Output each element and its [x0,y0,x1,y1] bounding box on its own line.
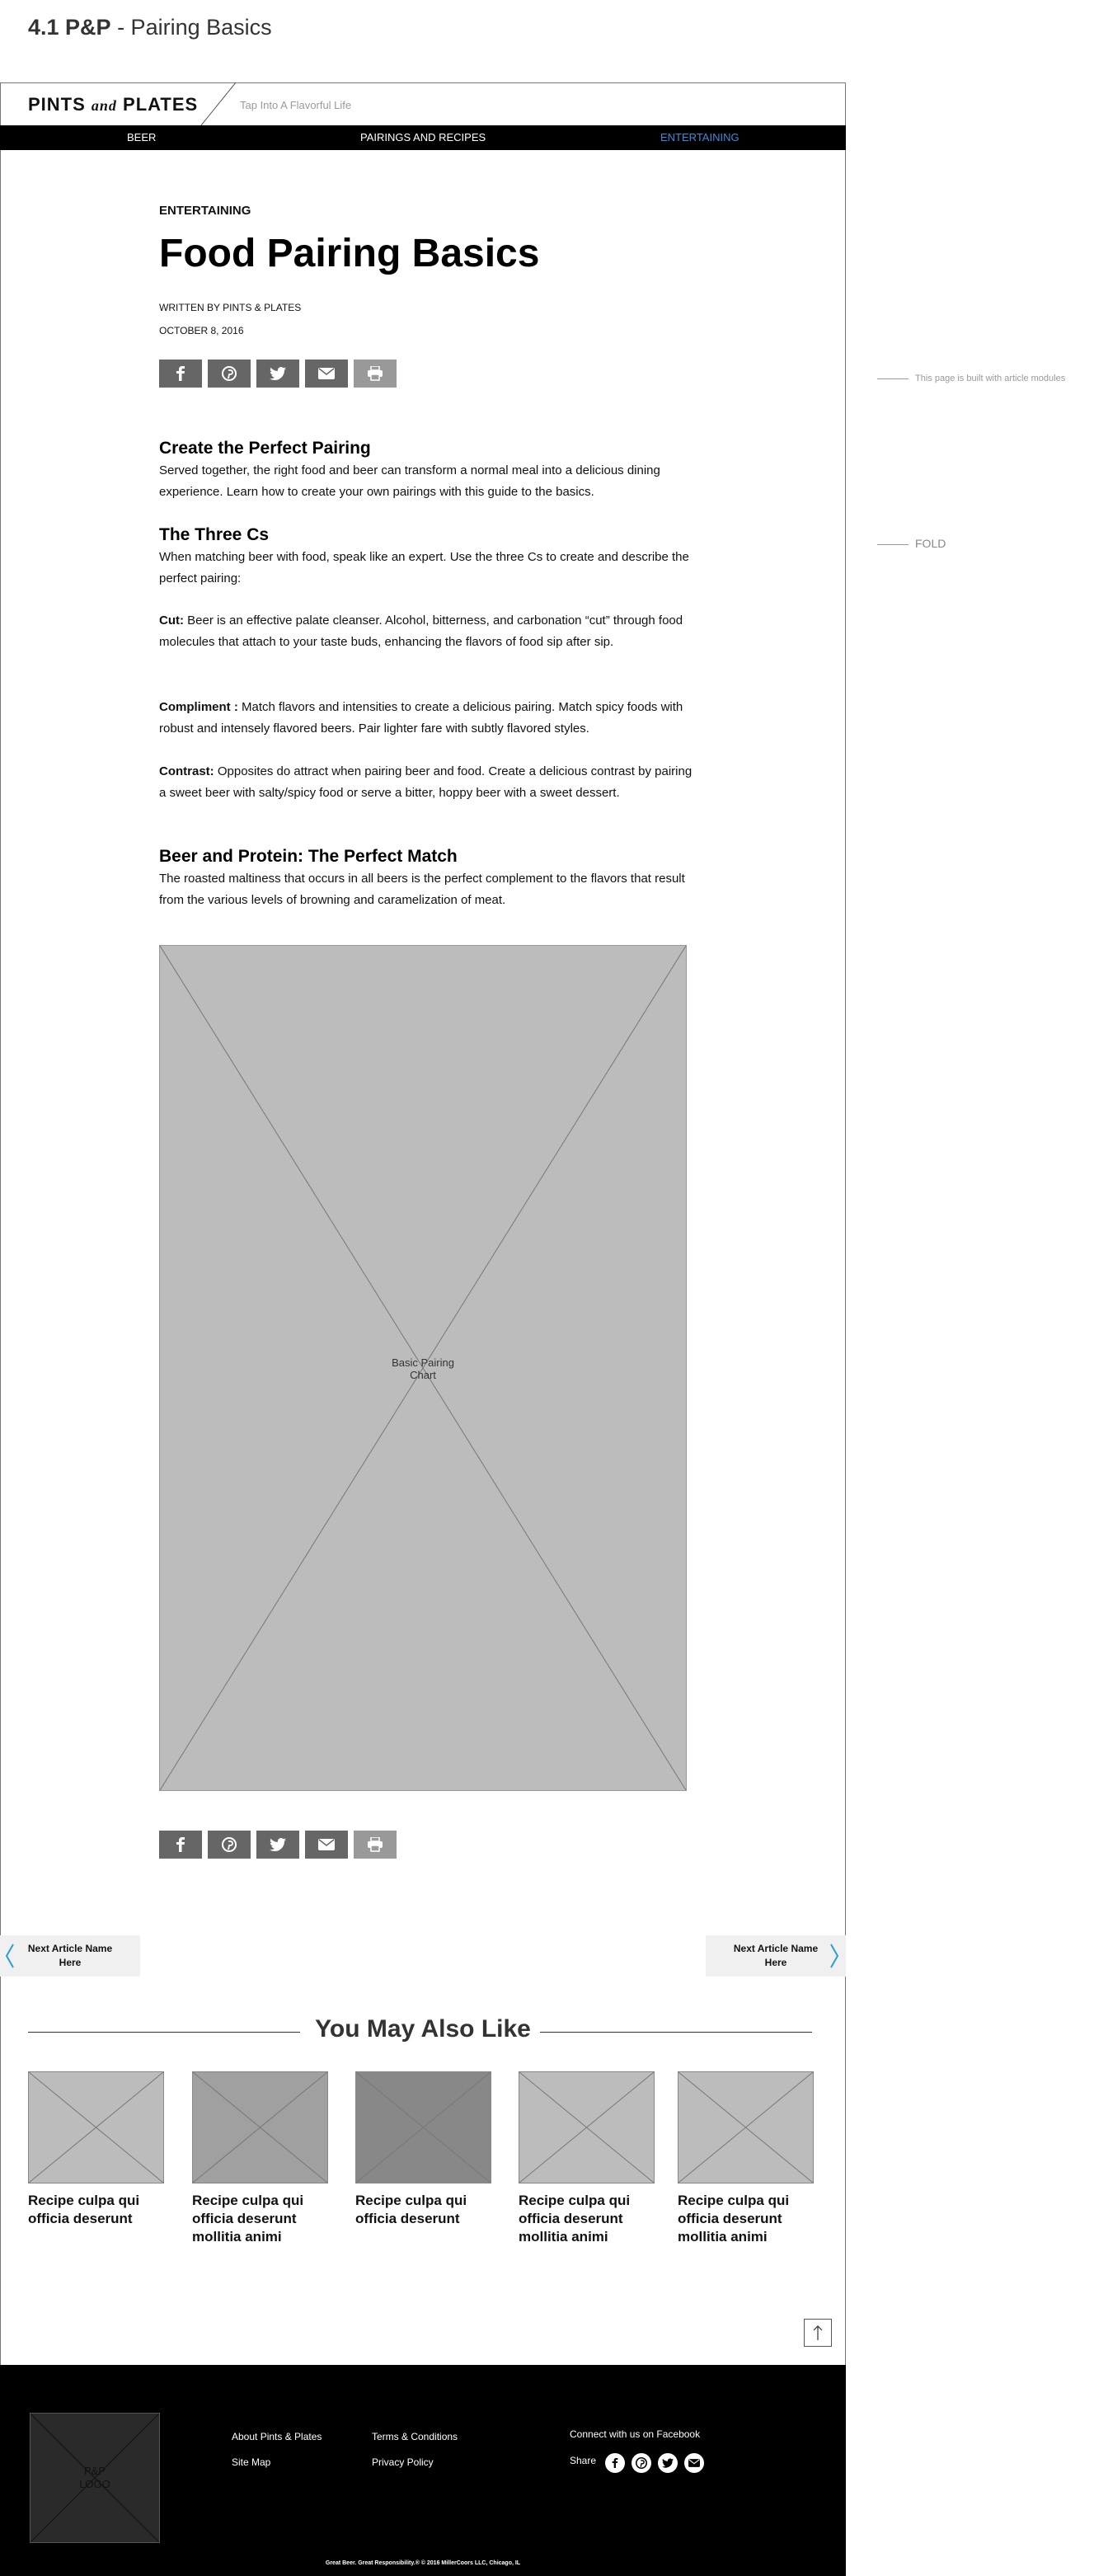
placeholder-cross [356,2072,491,2183]
paragraph-cut [159,610,695,653]
footer-facebook-connect[interactable]: Connect with us on Facebook [570,2428,701,2440]
article-date: OCTOBER 8, 2016 [159,325,244,336]
related-card[interactable] [678,2071,814,2246]
share-bar-top [159,360,397,388]
paragraph-contrast [159,761,695,804]
twitter-share-button[interactable] [256,360,299,388]
facebook-share-button[interactable] [159,360,202,388]
facebook-share-button[interactable] [159,1831,202,1859]
facebook-icon [176,366,185,381]
related-card-title[interactable]: Recipe culpa qui officia deserunt mollitia animi [678,2193,790,2245]
fold-annotation [877,537,946,550]
article-category[interactable]: ENTERTAINING [159,204,251,218]
chart-placeholder-label: Basic Pairing Chart [392,1356,454,1381]
twitter-icon [662,2458,674,2468]
footer-link-privacy[interactable]: Privacy Policy [372,2456,434,2468]
page-title-text: - Pairing Basics [110,15,272,40]
arrow-up-icon [812,2325,824,2341]
label-cut: Cut: [159,613,184,628]
related-heading: You May Also Like [315,2015,531,2042]
body-cut: Beer is an effective palate cleanser. Alcohol, bitterness, and carbonation “cut” through food molecules that attach to your taste buds, enhancing the flavors of food sip after sip. [159,613,683,649]
footer-link-terms[interactable]: Terms & Conditions [372,2431,458,2442]
print-button[interactable] [354,360,397,388]
section-body-three-cs: When matching beer with food, speak like an expert. Use the three Cs to create and describe the perfect pairing: [159,550,689,585]
footer-link-sitemap[interactable]: Site Map [232,2456,271,2468]
fold-annotation-text: FOLD [915,537,946,550]
section-heading-beer-protein: Beer and Protein: The Perfect Match [159,847,458,866]
placeholder-cross [678,2072,813,2183]
related-card-image-placeholder[interactable] [28,2071,164,2183]
related-card[interactable] [355,2071,491,2228]
related-card-title[interactable]: Recipe culpa qui officia deserunt [355,2193,467,2226]
related-card-image-placeholder[interactable] [519,2071,655,2183]
footer-link-about[interactable]: About Pints & Plates [232,2431,322,2442]
page-title [28,15,272,40]
footer-pinterest-button[interactable] [632,2453,651,2473]
logo-plates: PLATES [116,94,199,115]
header-divider-slash [198,82,239,125]
email-share-button[interactable] [305,1831,348,1859]
modules-annotation-text: This page is built with article modules [915,374,1066,383]
chevron-right-icon [829,1944,839,1968]
placeholder-cross [29,2072,163,2183]
nav-item-pairings-and-recipes[interactable]: PAIRINGS AND RECIPES [360,131,486,143]
print-icon [367,366,383,381]
related-card-title[interactable]: Recipe culpa qui officia deserunt [28,2193,140,2226]
related-card-image-placeholder[interactable] [355,2071,491,2183]
footer-facebook-button[interactable] [605,2453,625,2473]
email-icon [318,368,335,379]
nav-item-beer[interactable]: BEER [127,131,157,143]
footer-share-label: Share [570,2455,597,2466]
next-article-link[interactable] [706,1935,846,1977]
facebook-icon [176,1837,185,1852]
pinterest-icon [222,1837,237,1852]
twitter-icon [270,1838,286,1851]
placeholder-cross [519,2072,654,2183]
share-bar-bottom [159,1831,397,1859]
related-card[interactable] [192,2071,328,2246]
related-card[interactable] [28,2071,164,2228]
header-tagline: Tap Into A Flavorful Life [240,99,352,111]
logo-pints: PINTS [28,94,92,115]
related-card-title[interactable]: Recipe culpa qui officia deserunt mollitia animi [192,2193,304,2245]
chevron-left-icon [5,1944,15,1968]
site-footer [0,2365,846,2576]
body-contrast: Opposites do attract when pairing beer and food. Create a delicious contrast by pairing a sweet beer with salty/spicy food or serve a bitter, hoppy beer with a sweet dessert. [159,764,693,800]
email-share-button[interactable] [305,360,348,388]
pinterest-icon [636,2457,647,2469]
section-heading-perfect-pairing: Create the Perfect Pairing [159,439,371,458]
print-button[interactable] [354,1831,397,1859]
annotation-line [877,378,909,379]
related-card[interactable] [519,2071,655,2246]
email-icon [318,1839,335,1850]
footer-logo-text: P&P LOGO [79,2465,110,2490]
related-card-image-placeholder[interactable] [678,2071,814,2183]
prev-article-link[interactable] [0,1935,140,1977]
main-nav [0,125,846,150]
prev-article-title: Next Article Name Here [27,1943,113,1968]
print-icon [367,1837,383,1852]
related-card-image-placeholder[interactable] [192,2071,328,2183]
footer-social-icons [605,2453,704,2473]
footer-twitter-button[interactable] [658,2453,678,2473]
label-compliment: Compliment : [159,700,238,714]
logo-and: and [91,97,117,114]
footer-copyright: Great Beer. Great Responsibility.® © 2016 MillerCoors LLC, Chicago, IL [325,2560,521,2566]
pinterest-share-button[interactable] [208,360,251,388]
label-contrast: Contrast: [159,764,214,778]
modules-annotation [877,374,1065,383]
footer-logo-placeholder[interactable] [30,2413,160,2543]
article-byline: WRITTEN BY PINTS & PLATES [159,302,302,313]
back-to-top-button[interactable] [804,2319,832,2347]
section-body-beer-protein: The roasted maltiness that occurs in all beers is the perfect complement to the flavors that result from the various levels of browning and caramelization of meat. [159,872,685,907]
related-card-title[interactable]: Recipe culpa qui officia deserunt mollitia animi [519,2193,631,2245]
facebook-icon [612,2457,618,2469]
article-title: Food Pairing Basics [159,232,540,275]
pinterest-icon [222,366,237,381]
body-compliment: Match flavors and intensities to create a delicious pairing. Match spicy foods with robust and intensely flavored beers. Pair lighter fare with subtly flavored styles. [159,700,683,736]
annotation-line [877,544,909,545]
placeholder-cross [193,2072,327,2183]
pairing-chart-placeholder [159,945,687,1791]
footer-email-button[interactable] [684,2453,704,2473]
section-body-perfect-pairing: Served together, the right food and beer can transform a normal meal into a delicious dining experience. Learn how to create your own pairings with this guide to the basics. [159,463,660,499]
twitter-share-button[interactable] [256,1831,299,1859]
page-title-number: 4.1 P&P [28,15,111,40]
next-article-title: Next Article Name Here [733,1943,819,1968]
pinterest-share-button[interactable] [208,1831,251,1859]
email-icon [688,2459,700,2467]
nav-item-entertaining[interactable]: ENTERTAINING [660,131,740,143]
site-logo[interactable] [28,94,198,115]
section-heading-three-cs: The Three Cs [159,525,270,544]
twitter-icon [270,367,286,380]
paragraph-compliment [159,697,695,740]
